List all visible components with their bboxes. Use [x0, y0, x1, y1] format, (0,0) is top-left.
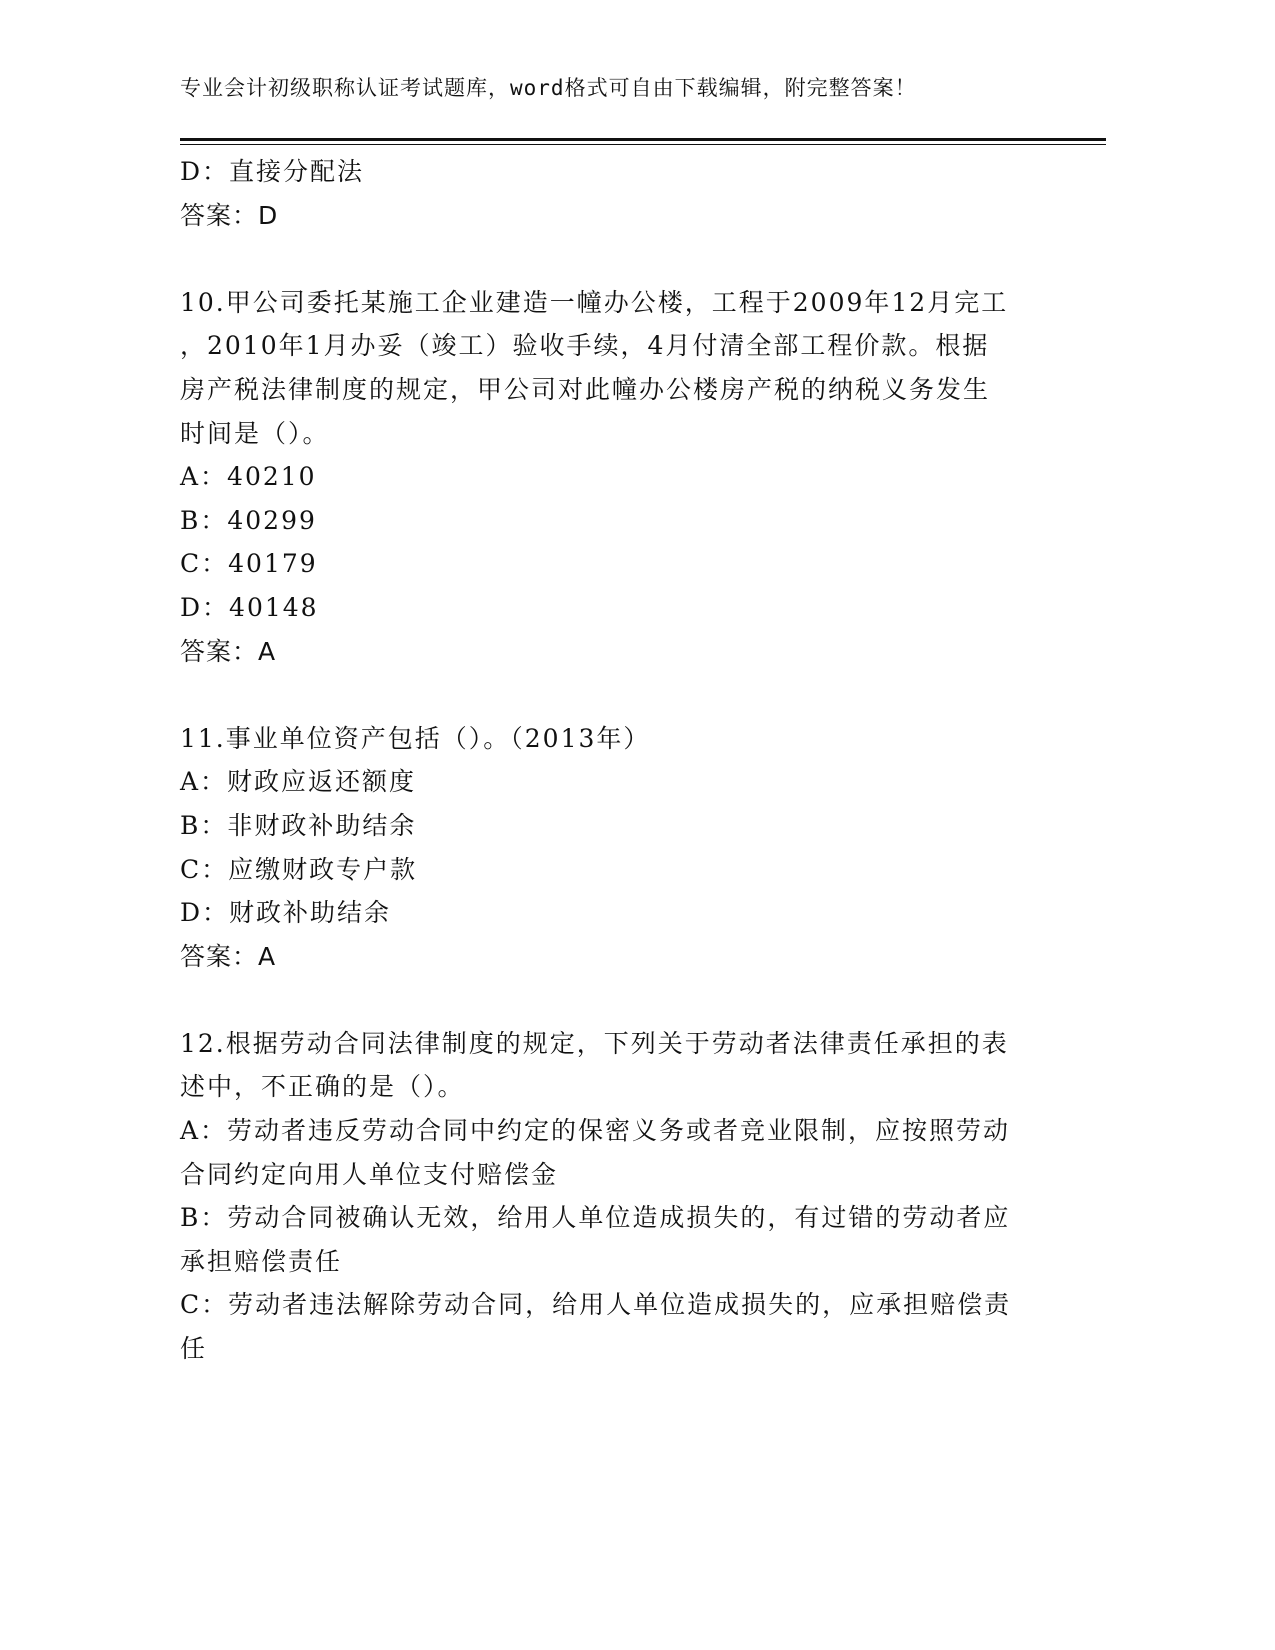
option-c: 任	[180, 1334, 208, 1364]
option-c: C：应缴财政专户款	[180, 854, 418, 884]
option-d: D：直接分配法	[180, 157, 365, 186]
question-stem: ，2010年1月办妥（竣工）验收手续，4月付清全部工程价款。根据	[180, 331, 990, 361]
question-stem: 10.甲公司委托某施工企业建造一幢办公楼，工程于2009年12月完工	[180, 287, 1009, 317]
question-stem: 时间是（）。	[180, 418, 330, 448]
header-rule-thin	[180, 144, 1106, 145]
option-b: B：非财政补助结余	[180, 810, 417, 840]
question-stem: 述中，不正确的是（）。	[180, 1072, 465, 1102]
spacer	[180, 673, 1030, 717]
option-a: A：劳动者违反劳动合同中约定的保密义务或者竞业限制，应按照劳动	[180, 1116, 1011, 1146]
option-c: C：劳动者违法解除劳动合同，给用人单位造成损失的，应承担赔偿责	[180, 1290, 1012, 1320]
option-a: A：财政应返还额度	[180, 767, 417, 797]
option-b: B：劳动合同被确认无效，给用人单位造成损失的，有过错的劳动者应	[180, 1203, 1011, 1233]
prev-question-tail	[180, 150, 1030, 237]
header-rule-thick	[180, 138, 1106, 141]
answer: 答案：D	[180, 200, 279, 230]
option-b: B：40299	[180, 505, 317, 535]
option-c: C：40179	[180, 549, 318, 579]
spacer	[180, 237, 1030, 281]
spacer	[180, 978, 1030, 1022]
page-header: 专业会计初级职称认证考试题库，word格式可自由下载编辑，附完整答案！	[180, 76, 917, 100]
option-a: A：40210	[180, 462, 317, 492]
option-a: 合同约定向用人单位支付赔偿金	[180, 1159, 559, 1189]
answer: 答案：A	[180, 636, 277, 666]
question-content	[180, 150, 1030, 1371]
question-10	[180, 281, 1030, 673]
question-stem: 12.根据劳动合同法律制度的规定，下列关于劳动者法律责任承担的表	[180, 1028, 1009, 1058]
option-d: D：财政补助结余	[180, 898, 392, 928]
question-12	[180, 1022, 1030, 1371]
question-11	[180, 717, 1030, 979]
option-d: D：40148	[180, 592, 319, 622]
option-b: 承担赔偿责任	[180, 1246, 343, 1276]
question-stem: 11.事业单位资产包括（）。（2013年）	[180, 723, 651, 753]
question-stem: 房产税法律制度的规定，甲公司对此幢办公楼房产税的纳税义务发生	[180, 374, 991, 404]
answer: 答案：A	[180, 941, 277, 971]
